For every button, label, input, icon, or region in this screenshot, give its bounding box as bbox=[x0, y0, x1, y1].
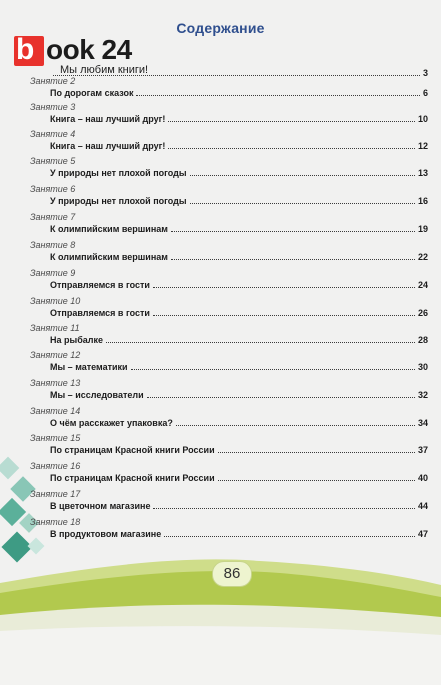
page-title: Содержание bbox=[176, 20, 265, 36]
entry-page: 24 bbox=[417, 280, 428, 290]
entry-page: 26 bbox=[417, 308, 428, 318]
entry-page: 3 bbox=[422, 68, 428, 78]
toc-line bbox=[50, 141, 428, 154]
dot-leader bbox=[218, 445, 415, 453]
dot-leader bbox=[171, 252, 415, 260]
entry-page: 16 bbox=[417, 196, 428, 206]
lesson-label: Занятие 13 bbox=[30, 378, 81, 388]
dot-leader bbox=[53, 68, 420, 76]
entry-title: По дорогам сказок bbox=[50, 88, 134, 98]
toc-entry bbox=[30, 76, 428, 104]
entry-page: 47 bbox=[417, 529, 428, 539]
dot-leader bbox=[176, 418, 415, 426]
entry-page: 22 bbox=[417, 252, 428, 262]
lesson-label: Занятие 12 bbox=[30, 350, 81, 360]
toc-line bbox=[50, 196, 428, 209]
entry-title: Отправляемся в гости bbox=[50, 308, 150, 318]
entry-title: Отправляемся в гости bbox=[50, 280, 150, 290]
toc-line bbox=[50, 473, 428, 486]
entry-title: У природы нет плохой погоды bbox=[50, 168, 187, 178]
toc-entry bbox=[30, 240, 428, 268]
toc-entry bbox=[30, 102, 428, 130]
toc-line bbox=[50, 501, 428, 514]
entry-title: Книга – наш лучший друг! bbox=[50, 141, 166, 151]
toc-line bbox=[50, 335, 428, 348]
logo-text: ook 24 bbox=[46, 34, 132, 65]
dot-leader bbox=[153, 308, 415, 316]
dot-leader bbox=[168, 114, 415, 122]
entry-title: В цветочном магазине bbox=[50, 501, 151, 511]
toc-entry bbox=[30, 212, 428, 240]
toc-line bbox=[50, 252, 428, 265]
toc-entry bbox=[30, 378, 428, 406]
lesson-label: Занятие 10 bbox=[30, 296, 81, 306]
dot-leader bbox=[153, 501, 415, 509]
entry-page: 34 bbox=[417, 418, 428, 428]
entry-page: 28 bbox=[417, 335, 428, 345]
dot-leader bbox=[168, 141, 415, 149]
entry-title: К олимпийским вершинам bbox=[50, 224, 168, 234]
toc-line bbox=[50, 114, 428, 127]
toc-line bbox=[50, 224, 428, 237]
toc-line bbox=[50, 308, 428, 321]
lesson-label: Занятие 17 bbox=[30, 489, 81, 499]
dot-leader bbox=[218, 473, 415, 481]
toc-entry bbox=[30, 350, 428, 378]
toc-entry bbox=[30, 296, 428, 324]
logo-tagline: Мы любим книги! bbox=[60, 64, 149, 76]
toc-line bbox=[50, 88, 428, 101]
entry-title: По страницам Красной книги России bbox=[50, 445, 215, 455]
lesson-label: Занятие 2 bbox=[30, 76, 76, 86]
lesson-label: Занятие 3 bbox=[30, 102, 76, 112]
entry-title: В продуктовом магазине bbox=[50, 529, 162, 539]
dot-leader bbox=[190, 196, 415, 204]
entry-title: У природы нет плохой погоды bbox=[50, 196, 187, 206]
entry-title: Мы – исследователи bbox=[50, 390, 144, 400]
page-number: 86 bbox=[212, 561, 252, 587]
dot-leader bbox=[147, 390, 415, 398]
toc-entry bbox=[30, 517, 428, 545]
entry-title: Книга – наш лучший друг! bbox=[50, 114, 166, 124]
toc-line bbox=[50, 445, 428, 458]
lesson-label: Занятие 14 bbox=[30, 406, 81, 416]
entry-page: 44 bbox=[417, 501, 428, 511]
entry-title: К олимпийским вершинам bbox=[50, 252, 168, 262]
entry-page: 37 bbox=[417, 445, 428, 455]
entry-title: На рыбалке bbox=[50, 335, 103, 345]
toc-entry bbox=[30, 433, 428, 461]
toc-line bbox=[50, 280, 428, 293]
entry-title: По страницам Красной книги России bbox=[50, 473, 215, 483]
entry-page: 13 bbox=[417, 168, 428, 178]
toc-entry bbox=[30, 489, 428, 517]
entry-page: 6 bbox=[422, 88, 428, 98]
entry-page: 12 bbox=[417, 141, 428, 151]
toc-entry bbox=[30, 406, 428, 434]
dot-leader bbox=[106, 335, 415, 343]
lesson-label: Занятие 8 bbox=[30, 240, 76, 250]
toc-line bbox=[50, 390, 428, 403]
dot-leader bbox=[164, 529, 415, 537]
lesson-label: Занятие 5 bbox=[30, 156, 76, 166]
entry-page: 32 bbox=[417, 390, 428, 400]
lesson-label: Занятие 7 bbox=[30, 212, 76, 222]
lesson-label: Занятие 9 bbox=[30, 268, 76, 278]
dot-leader bbox=[131, 362, 415, 370]
entry-page: 40 bbox=[417, 473, 428, 483]
logo-letter: b bbox=[16, 33, 35, 66]
dot-leader bbox=[190, 168, 415, 176]
entry-page: 10 bbox=[417, 114, 428, 124]
toc-line bbox=[50, 529, 428, 542]
dot-leader bbox=[136, 88, 420, 96]
toc-line bbox=[50, 362, 428, 375]
lesson-label: Занятие 11 bbox=[30, 323, 80, 333]
toc-entry bbox=[30, 184, 428, 212]
toc-line bbox=[50, 168, 428, 181]
entry-page: 19 bbox=[417, 224, 428, 234]
entry-title: Мы – математики bbox=[50, 362, 128, 372]
toc-entry bbox=[30, 323, 428, 351]
toc-entry bbox=[30, 461, 428, 489]
dot-leader bbox=[153, 280, 415, 288]
toc-entry bbox=[30, 156, 428, 184]
lesson-label: Занятие 15 bbox=[30, 433, 81, 443]
toc-entry bbox=[30, 129, 428, 157]
dot-leader bbox=[171, 224, 415, 232]
entry-page: 30 bbox=[417, 362, 428, 372]
toc-line bbox=[50, 418, 428, 431]
lesson-label: Занятие 16 bbox=[30, 461, 81, 471]
lesson-label: Занятие 4 bbox=[30, 129, 76, 139]
toc-entry bbox=[30, 268, 428, 296]
lesson-label: Занятие 18 bbox=[30, 517, 81, 527]
entry-title: О чём расскажет упаковка? bbox=[50, 418, 173, 428]
lesson-label: Занятие 6 bbox=[30, 184, 76, 194]
